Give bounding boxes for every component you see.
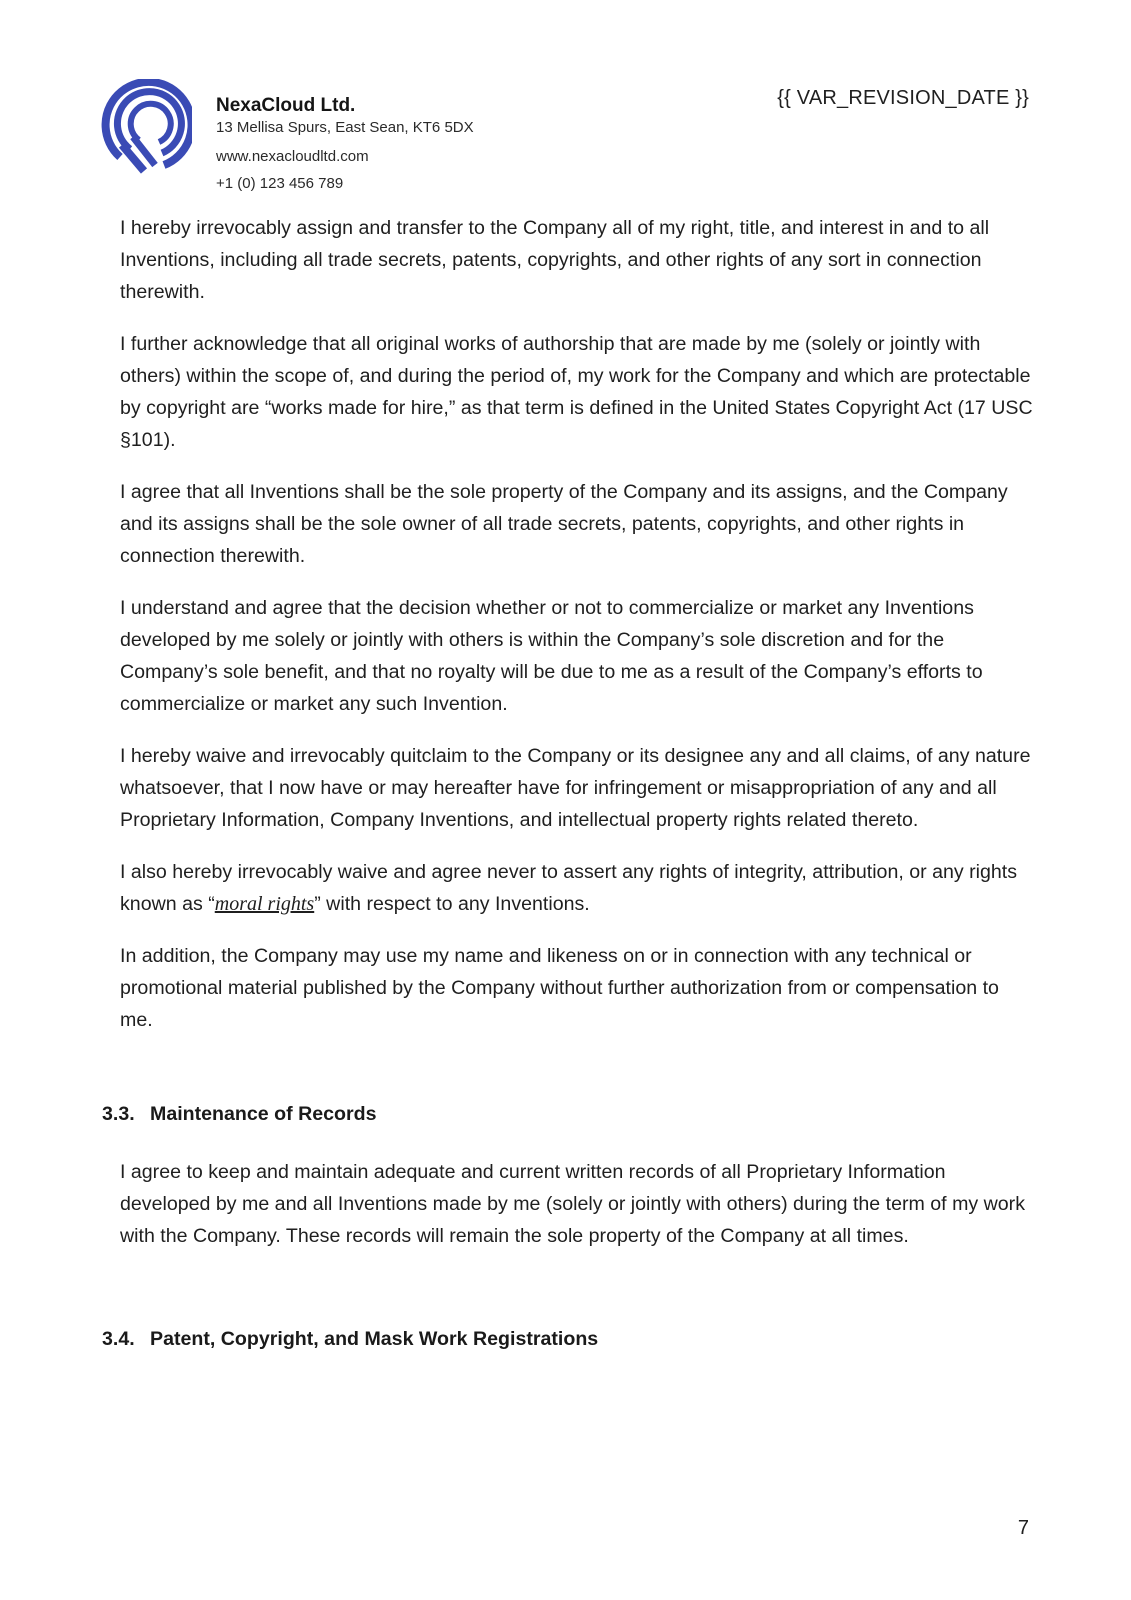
- paragraph-works-for-hire: I further acknowledge that all original works of authorship that are made by me (solely or jointly with others) within the scope of, and during the period of, my work for the Company and which are protectable by copyright are “works made for hire,” as that term is defined in the United States Copyright Act (17 USC §101).: [120, 333, 1033, 451]
- paragraph-sole-property: I agree that all Inventions shall be the sole property of the Company and its assigns, and the Company and its assigns shall be the sole owner of all trade secrets, patents, copyrights, and other rights in connection therewith.: [120, 481, 1008, 567]
- paragraph-moral-rights: [120, 856, 1035, 920]
- company-logo-icon: [100, 79, 192, 175]
- company-website[interactable]: www.nexacloudltd.com: [216, 148, 369, 165]
- document-body: [120, 212, 1035, 1056]
- section-title: Patent, Copyright, and Mask Work Registrations: [150, 1328, 599, 1350]
- moral-rights-text-before: I also hereby irrevocably waive and agree never to assert any rights of integrity, attribution, or any rights known as “: [120, 861, 1018, 915]
- company-info: [216, 94, 474, 194]
- section-number: 3.4.: [102, 1328, 135, 1350]
- section-3-3-body: [120, 1156, 1035, 1272]
- company-phone: +1 (0) 123 456 789: [216, 175, 344, 192]
- revision-date-placeholder: {{ VAR_REVISION_DATE }}: [777, 87, 1029, 109]
- moral-rights-link[interactable]: moral rights: [214, 893, 315, 915]
- paragraph-commercialization: I understand and agree that the decision whether or not to commercialize or market any Inventions developed by me solely or jointly with others is within the Company’s sole discretion and for the Company’s sole benefit, and that no royalty will be due to me as a result of the Company’s efforts to commercialize or market any such Invention.: [120, 597, 983, 715]
- company-name: NexaCloud Ltd.: [216, 95, 356, 116]
- paragraph-quitclaim: I hereby waive and irrevocably quitclaim to the Company or its designee any and all claims, of any nature whatsoever, that I now have or may hereafter have for infringement or misappropriation of any and all Proprietary Information, Company Inventions, and intellectual property rights related thereto.: [120, 745, 1031, 831]
- section-heading-3-4: [102, 1328, 598, 1351]
- section-heading-3-3: [102, 1103, 376, 1126]
- paragraph-assignment: I hereby irrevocably assign and transfer to the Company all of my right, title, and interest in and to all Inventions, including all trade secrets, patents, copyrights, and other rights of any sort in connection therewith.: [120, 217, 990, 303]
- section-title: Maintenance of Records: [150, 1103, 377, 1125]
- section-number: 3.3.: [102, 1103, 135, 1125]
- moral-rights-text-after: ” with respect to any Inventions.: [314, 893, 590, 915]
- paragraph-name-likeness: In addition, the Company may use my name and likeness on or in connection with any technical or promotional material published by the Company without further authorization from or compensation to me.: [120, 945, 999, 1031]
- page-number: 7: [1017, 1517, 1029, 1539]
- paragraph-records: I agree to keep and maintain adequate and current written records of all Proprietary Information developed by me and all Inventions made by me (solely or jointly with others) during the term of my work with the Company. These records will remain the sole property of the Company at all times.: [120, 1161, 1025, 1247]
- company-address: 13 Mellisa Spurs, East Sean, KT6 5DX: [216, 119, 474, 136]
